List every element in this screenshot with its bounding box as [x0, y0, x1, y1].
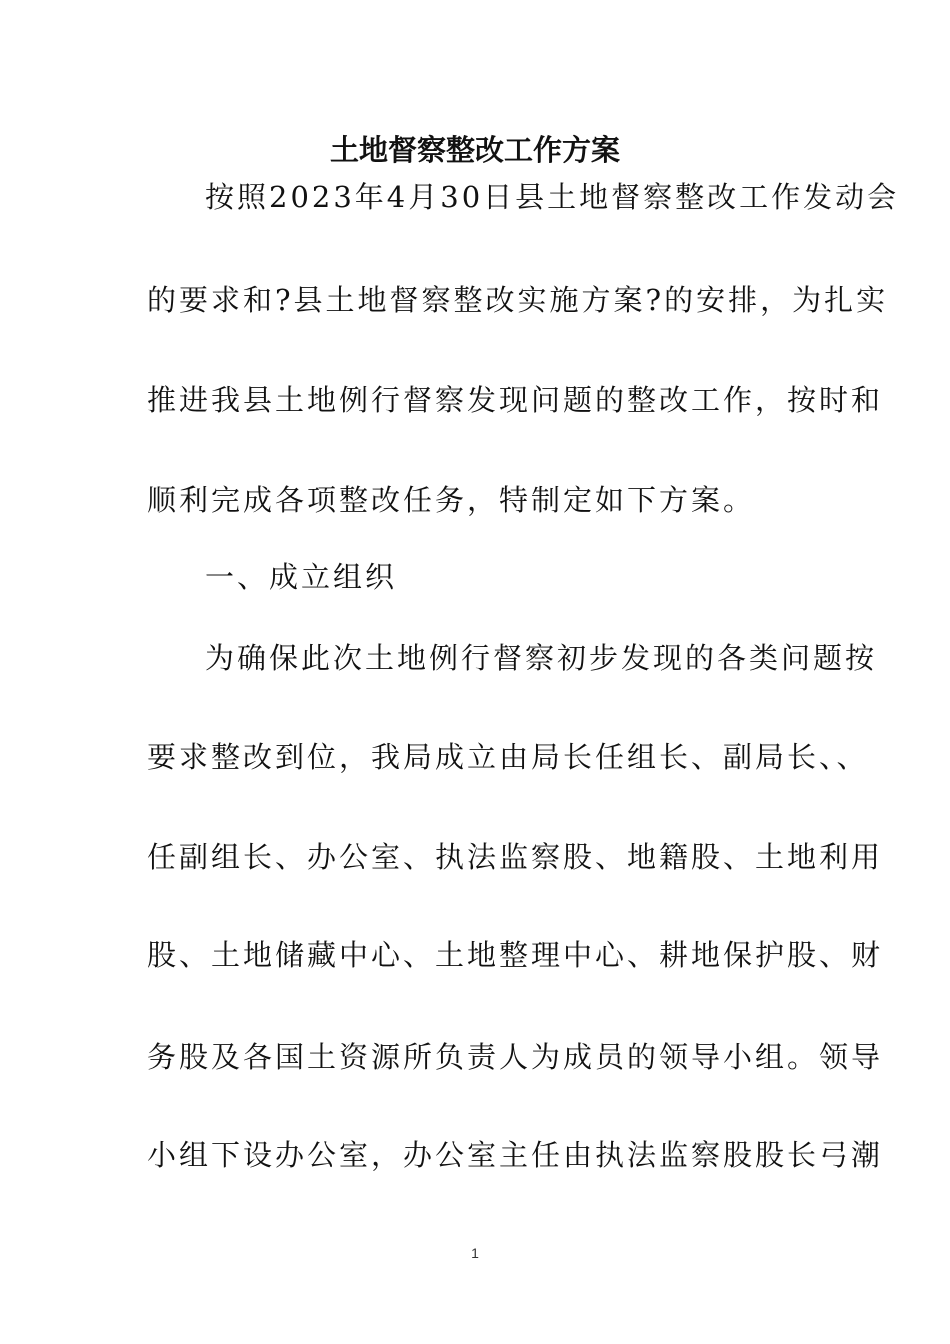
document-title: 土地督察整改工作方案: [329, 133, 620, 167]
paragraph-line: 推进我县土地例行督察发现问题的整改工作，按时和: [147, 383, 884, 417]
paragraph-line: 要求整改到位，我局成立由局长任组长、副局长、、: [147, 740, 869, 774]
page-number: 1: [471, 1245, 479, 1261]
paragraph-line: 为确保此次土地例行督察初步发现的各类问题按: [205, 641, 878, 675]
paragraph-line: 的要求和?县土地督察整改实施方案?的安排，为扎实: [147, 283, 889, 317]
paragraph-line: 小组下设办公室，办公室主任由执法监察股股长弓潮: [147, 1138, 884, 1172]
paragraph-line: 务股及各国土资源所负责人为成员的领导小组。领导: [147, 1040, 884, 1074]
paragraph-line: 按照2023年4月30日县土地督察整改工作发动会: [205, 180, 900, 214]
section-heading: 一、成立组织: [205, 560, 398, 594]
paragraph-line: 顺利完成各项整改任务，特制定如下方案。: [147, 483, 756, 517]
paragraph-line: 股、土地储藏中心、土地整理中心、耕地保护股、财: [147, 938, 884, 972]
paragraph-line: 任副组长、办公室、执法监察股、地籍股、土地利用: [147, 840, 884, 874]
